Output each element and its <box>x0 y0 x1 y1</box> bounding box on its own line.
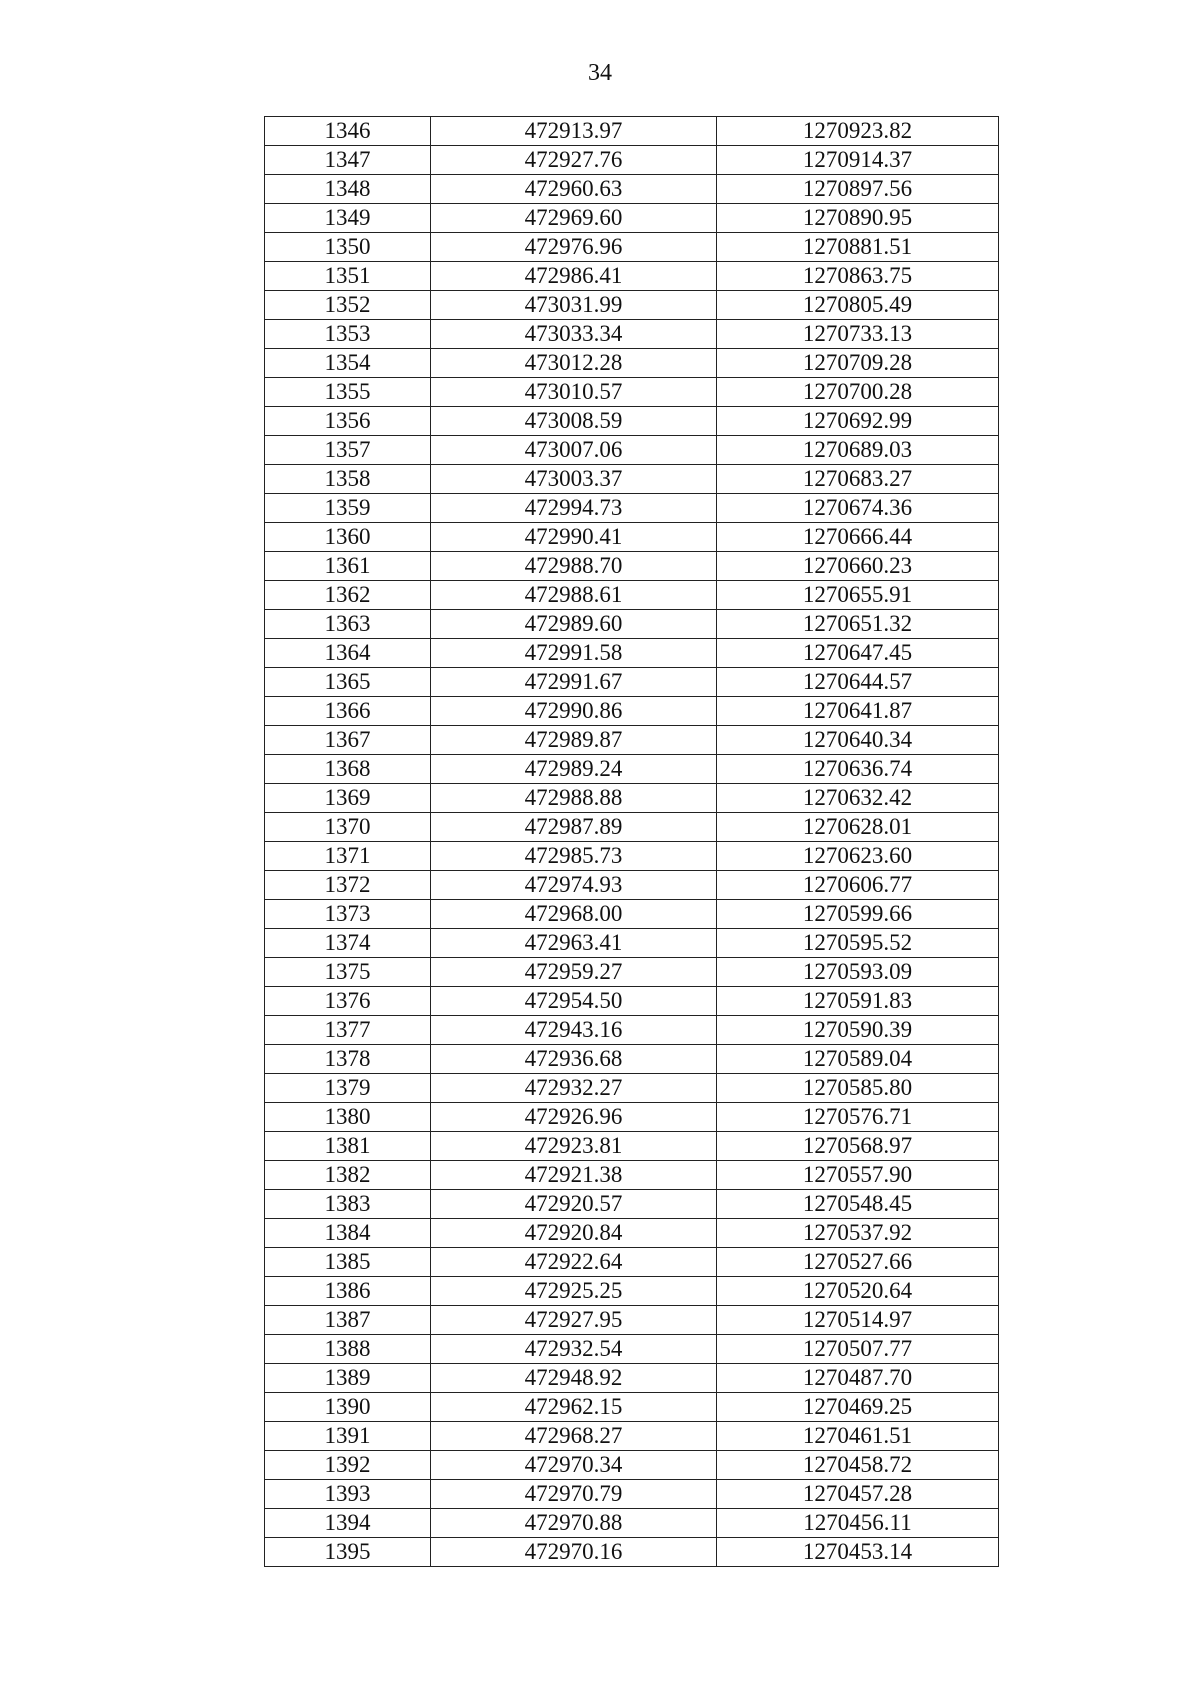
x-coordinate-cell: 472990.41 <box>431 523 717 552</box>
point-number-cell: 1359 <box>265 494 431 523</box>
table-row <box>265 349 999 378</box>
point-number-cell: 1378 <box>265 1045 431 1074</box>
coordinates-table-body <box>265 117 999 1567</box>
table-row <box>265 262 999 291</box>
table-row <box>265 1103 999 1132</box>
y-coordinate-cell: 1270520.64 <box>717 1277 999 1306</box>
x-coordinate-cell: 472927.76 <box>431 146 717 175</box>
table-row <box>265 610 999 639</box>
y-coordinate-cell: 1270557.90 <box>717 1161 999 1190</box>
y-coordinate-cell: 1270469.25 <box>717 1393 999 1422</box>
table-row <box>265 958 999 987</box>
point-number-cell: 1395 <box>265 1538 431 1567</box>
x-coordinate-cell: 473010.57 <box>431 378 717 407</box>
x-coordinate-cell: 472927.95 <box>431 1306 717 1335</box>
table-row <box>265 668 999 697</box>
table-row <box>265 1538 999 1567</box>
y-coordinate-cell: 1270487.70 <box>717 1364 999 1393</box>
y-coordinate-cell: 1270709.28 <box>717 349 999 378</box>
point-number-cell: 1353 <box>265 320 431 349</box>
y-coordinate-cell: 1270458.72 <box>717 1451 999 1480</box>
table-row <box>265 378 999 407</box>
table-row <box>265 1364 999 1393</box>
y-coordinate-cell: 1270700.28 <box>717 378 999 407</box>
y-coordinate-cell: 1270527.66 <box>717 1248 999 1277</box>
table-row <box>265 552 999 581</box>
x-coordinate-cell: 472913.97 <box>431 117 717 146</box>
point-number-cell: 1357 <box>265 436 431 465</box>
point-number-cell: 1370 <box>265 813 431 842</box>
table-row <box>265 871 999 900</box>
point-number-cell: 1394 <box>265 1509 431 1538</box>
x-coordinate-cell: 473003.37 <box>431 465 717 494</box>
x-coordinate-cell: 473031.99 <box>431 291 717 320</box>
x-coordinate-cell: 472921.38 <box>431 1161 717 1190</box>
y-coordinate-cell: 1270689.03 <box>717 436 999 465</box>
point-number-cell: 1374 <box>265 929 431 958</box>
point-number-cell: 1364 <box>265 639 431 668</box>
x-coordinate-cell: 472989.24 <box>431 755 717 784</box>
y-coordinate-cell: 1270589.04 <box>717 1045 999 1074</box>
x-coordinate-cell: 472989.87 <box>431 726 717 755</box>
point-number-cell: 1358 <box>265 465 431 494</box>
x-coordinate-cell: 472962.15 <box>431 1393 717 1422</box>
point-number-cell: 1390 <box>265 1393 431 1422</box>
y-coordinate-cell: 1270456.11 <box>717 1509 999 1538</box>
coordinates-table <box>264 116 999 1567</box>
x-coordinate-cell: 472923.81 <box>431 1132 717 1161</box>
y-coordinate-cell: 1270599.66 <box>717 900 999 929</box>
table-row <box>265 204 999 233</box>
point-number-cell: 1369 <box>265 784 431 813</box>
point-number-cell: 1348 <box>265 175 431 204</box>
point-number-cell: 1382 <box>265 1161 431 1190</box>
table-row <box>265 1422 999 1451</box>
y-coordinate-cell: 1270537.92 <box>717 1219 999 1248</box>
point-number-cell: 1366 <box>265 697 431 726</box>
point-number-cell: 1379 <box>265 1074 431 1103</box>
point-number-cell: 1392 <box>265 1451 431 1480</box>
table-row <box>265 697 999 726</box>
x-coordinate-cell: 472976.96 <box>431 233 717 262</box>
table-row <box>265 465 999 494</box>
table-row <box>265 1393 999 1422</box>
x-coordinate-cell: 472968.27 <box>431 1422 717 1451</box>
point-number-cell: 1350 <box>265 233 431 262</box>
table-row <box>265 1045 999 1074</box>
y-coordinate-cell: 1270453.14 <box>717 1538 999 1567</box>
y-coordinate-cell: 1270890.95 <box>717 204 999 233</box>
table-row <box>265 1480 999 1509</box>
x-coordinate-cell: 472989.60 <box>431 610 717 639</box>
table-row <box>265 117 999 146</box>
point-number-cell: 1386 <box>265 1277 431 1306</box>
x-coordinate-cell: 472970.88 <box>431 1509 717 1538</box>
y-coordinate-cell: 1270636.74 <box>717 755 999 784</box>
table-row <box>265 1190 999 1219</box>
y-coordinate-cell: 1270606.77 <box>717 871 999 900</box>
point-number-cell: 1373 <box>265 900 431 929</box>
x-coordinate-cell: 473033.34 <box>431 320 717 349</box>
table-row <box>265 987 999 1016</box>
table-row <box>265 1509 999 1538</box>
x-coordinate-cell: 472970.16 <box>431 1538 717 1567</box>
y-coordinate-cell: 1270881.51 <box>717 233 999 262</box>
point-number-cell: 1355 <box>265 378 431 407</box>
x-coordinate-cell: 472926.96 <box>431 1103 717 1132</box>
point-number-cell: 1372 <box>265 871 431 900</box>
x-coordinate-cell: 472954.50 <box>431 987 717 1016</box>
table-row <box>265 1074 999 1103</box>
y-coordinate-cell: 1270591.83 <box>717 987 999 1016</box>
y-coordinate-cell: 1270655.91 <box>717 581 999 610</box>
x-coordinate-cell: 472968.00 <box>431 900 717 929</box>
y-coordinate-cell: 1270623.60 <box>717 842 999 871</box>
x-coordinate-cell: 472987.89 <box>431 813 717 842</box>
table-row <box>265 407 999 436</box>
table-row <box>265 842 999 871</box>
x-coordinate-cell: 472920.84 <box>431 1219 717 1248</box>
point-number-cell: 1377 <box>265 1016 431 1045</box>
y-coordinate-cell: 1270514.97 <box>717 1306 999 1335</box>
y-coordinate-cell: 1270863.75 <box>717 262 999 291</box>
y-coordinate-cell: 1270692.99 <box>717 407 999 436</box>
x-coordinate-cell: 473008.59 <box>431 407 717 436</box>
table-row <box>265 436 999 465</box>
x-coordinate-cell: 472988.88 <box>431 784 717 813</box>
table-row <box>265 639 999 668</box>
point-number-cell: 1387 <box>265 1306 431 1335</box>
point-number-cell: 1393 <box>265 1480 431 1509</box>
y-coordinate-cell: 1270647.45 <box>717 639 999 668</box>
point-number-cell: 1346 <box>265 117 431 146</box>
point-number-cell: 1351 <box>265 262 431 291</box>
x-coordinate-cell: 472922.64 <box>431 1248 717 1277</box>
y-coordinate-cell: 1270576.71 <box>717 1103 999 1132</box>
table-row <box>265 233 999 262</box>
point-number-cell: 1360 <box>265 523 431 552</box>
table-row <box>265 494 999 523</box>
x-coordinate-cell: 472959.27 <box>431 958 717 987</box>
x-coordinate-cell: 472943.16 <box>431 1016 717 1045</box>
table-row <box>265 1248 999 1277</box>
x-coordinate-cell: 472948.92 <box>431 1364 717 1393</box>
table-row <box>265 755 999 784</box>
table-row <box>265 726 999 755</box>
point-number-cell: 1388 <box>265 1335 431 1364</box>
table-row <box>265 784 999 813</box>
x-coordinate-cell: 472991.67 <box>431 668 717 697</box>
point-number-cell: 1367 <box>265 726 431 755</box>
point-number-cell: 1389 <box>265 1364 431 1393</box>
y-coordinate-cell: 1270457.28 <box>717 1480 999 1509</box>
table-row <box>265 1219 999 1248</box>
y-coordinate-cell: 1270595.52 <box>717 929 999 958</box>
x-coordinate-cell: 472988.70 <box>431 552 717 581</box>
point-number-cell: 1365 <box>265 668 431 697</box>
point-number-cell: 1352 <box>265 291 431 320</box>
x-coordinate-cell: 472970.79 <box>431 1480 717 1509</box>
point-number-cell: 1363 <box>265 610 431 639</box>
y-coordinate-cell: 1270644.57 <box>717 668 999 697</box>
y-coordinate-cell: 1270641.87 <box>717 697 999 726</box>
table-row <box>265 1306 999 1335</box>
table-row <box>265 291 999 320</box>
x-coordinate-cell: 473007.06 <box>431 436 717 465</box>
point-number-cell: 1354 <box>265 349 431 378</box>
point-number-cell: 1356 <box>265 407 431 436</box>
x-coordinate-cell: 472985.73 <box>431 842 717 871</box>
x-coordinate-cell: 472960.63 <box>431 175 717 204</box>
y-coordinate-cell: 1270683.27 <box>717 465 999 494</box>
y-coordinate-cell: 1270674.36 <box>717 494 999 523</box>
table-row <box>265 1132 999 1161</box>
point-number-cell: 1381 <box>265 1132 431 1161</box>
x-coordinate-cell: 472988.61 <box>431 581 717 610</box>
x-coordinate-cell: 472932.27 <box>431 1074 717 1103</box>
point-number-cell: 1361 <box>265 552 431 581</box>
point-number-cell: 1383 <box>265 1190 431 1219</box>
point-number-cell: 1368 <box>265 755 431 784</box>
x-coordinate-cell: 472969.60 <box>431 204 717 233</box>
table-row <box>265 146 999 175</box>
x-coordinate-cell: 472974.93 <box>431 871 717 900</box>
table-row <box>265 929 999 958</box>
table-row <box>265 1161 999 1190</box>
y-coordinate-cell: 1270666.44 <box>717 523 999 552</box>
y-coordinate-cell: 1270585.80 <box>717 1074 999 1103</box>
x-coordinate-cell: 472970.34 <box>431 1451 717 1480</box>
x-coordinate-cell: 472936.68 <box>431 1045 717 1074</box>
x-coordinate-cell: 472994.73 <box>431 494 717 523</box>
y-coordinate-cell: 1270590.39 <box>717 1016 999 1045</box>
x-coordinate-cell: 472990.86 <box>431 697 717 726</box>
x-coordinate-cell: 473012.28 <box>431 349 717 378</box>
table-row <box>265 175 999 204</box>
y-coordinate-cell: 1270733.13 <box>717 320 999 349</box>
point-number-cell: 1384 <box>265 1219 431 1248</box>
page-number: 34 <box>588 60 612 86</box>
y-coordinate-cell: 1270632.42 <box>717 784 999 813</box>
y-coordinate-cell: 1270568.97 <box>717 1132 999 1161</box>
y-coordinate-cell: 1270914.37 <box>717 146 999 175</box>
point-number-cell: 1385 <box>265 1248 431 1277</box>
table-row <box>265 320 999 349</box>
table-row <box>265 1451 999 1480</box>
x-coordinate-cell: 472925.25 <box>431 1277 717 1306</box>
x-coordinate-cell: 472932.54 <box>431 1335 717 1364</box>
point-number-cell: 1371 <box>265 842 431 871</box>
point-number-cell: 1391 <box>265 1422 431 1451</box>
y-coordinate-cell: 1270651.32 <box>717 610 999 639</box>
y-coordinate-cell: 1270640.34 <box>717 726 999 755</box>
y-coordinate-cell: 1270805.49 <box>717 291 999 320</box>
point-number-cell: 1347 <box>265 146 431 175</box>
point-number-cell: 1376 <box>265 987 431 1016</box>
table-row <box>265 1277 999 1306</box>
table-row <box>265 581 999 610</box>
x-coordinate-cell: 472986.41 <box>431 262 717 291</box>
point-number-cell: 1349 <box>265 204 431 233</box>
x-coordinate-cell: 472963.41 <box>431 929 717 958</box>
table-row <box>265 1335 999 1364</box>
y-coordinate-cell: 1270660.23 <box>717 552 999 581</box>
y-coordinate-cell: 1270897.56 <box>717 175 999 204</box>
y-coordinate-cell: 1270548.45 <box>717 1190 999 1219</box>
y-coordinate-cell: 1270507.77 <box>717 1335 999 1364</box>
point-number-cell: 1362 <box>265 581 431 610</box>
y-coordinate-cell: 1270923.82 <box>717 117 999 146</box>
x-coordinate-cell: 472991.58 <box>431 639 717 668</box>
x-coordinate-cell: 472920.57 <box>431 1190 717 1219</box>
table-row <box>265 813 999 842</box>
table-row <box>265 1016 999 1045</box>
y-coordinate-cell: 1270628.01 <box>717 813 999 842</box>
table-row <box>265 900 999 929</box>
y-coordinate-cell: 1270593.09 <box>717 958 999 987</box>
point-number-cell: 1375 <box>265 958 431 987</box>
table-row <box>265 523 999 552</box>
y-coordinate-cell: 1270461.51 <box>717 1422 999 1451</box>
point-number-cell: 1380 <box>265 1103 431 1132</box>
